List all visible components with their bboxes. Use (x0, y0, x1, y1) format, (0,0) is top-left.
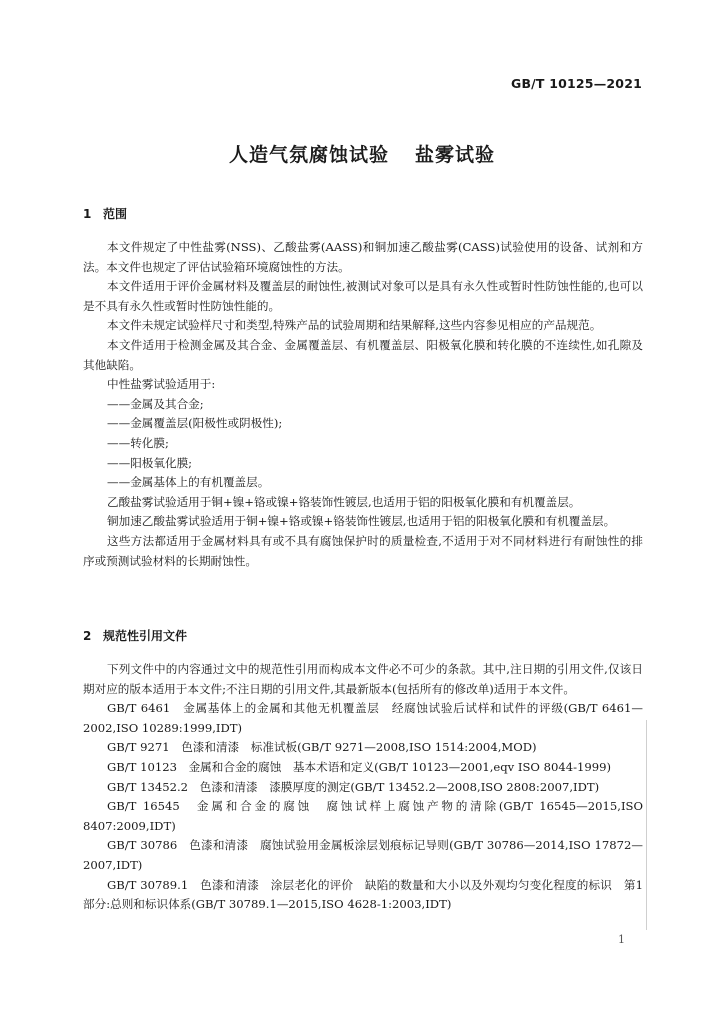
paragraph: 下列文件中的内容通过文中的规范性引用而构成本文件必不可少的条款。其中,注日期的引用文件,仅该日期对应的版本适用于本文件;不注日期的引用文件,其最新版本(包括所有的修改单)适用于本文件。 (83, 662, 643, 696)
section-1-number: 1 (83, 207, 92, 221)
title-part-2: 盐雾试验 (415, 144, 496, 166)
reference-item: GB/T 30789.1 色漆和清漆 涂层老化的评价 缺陷的数量和大小以及外观均匀变化程度的标识 第1部分:总则和标识体系(GB/T 30789.1—2015,ISO 4628-1:2003,IDT) (83, 877, 643, 912)
section-2-body (83, 660, 643, 915)
list-item: ——阳极氧化膜; (107, 455, 193, 470)
paragraph: 本文件适用于检测金属及其合金、金属覆盖层、有机覆盖层、阳极氧化膜和转化膜的不连续性,如孔隙及其他缺陷。 (83, 337, 643, 372)
margin-rule (646, 720, 647, 930)
section-2-heading (83, 627, 187, 644)
paragraph: 乙酸盐雾试验适用于铜+镍+铬或镍+铬装饰性镀层,也适用于铝的阳极氧化膜和有机覆盖层。 (107, 494, 581, 509)
paragraph: 铜加速乙酸盐雾试验适用于铜+镍+铬或镍+铬装饰性镀层,也适用于铝的阳极氧化膜和有机覆盖层。 (107, 514, 616, 529)
paragraph: 中性盐雾试验适用于: (107, 377, 216, 392)
document-title (0, 140, 724, 167)
list-item: ——转化膜; (107, 435, 169, 450)
title-part-1: 人造气氛腐蚀试验 (228, 144, 389, 166)
reference-item: GB/T 9271 色漆和清漆 标准试板(GB/T 9271—2008,ISO 1514:2004,MOD) (107, 740, 537, 755)
reference-item: GB/T 6461 金属基体上的金属和其他无机覆盖层 经腐蚀试验后试样和试件的评级(GB/T 6461—2002,ISO 10289:1999,IDT) (83, 701, 643, 735)
list-item: ——金属覆盖层(阳极性或阴极性); (107, 416, 283, 431)
reference-item: GB/T 30786 色漆和清漆 腐蚀试验用金属板涂层划痕标记导则(GB/T 30786—2014,ISO 17872—2007,IDT) (83, 838, 643, 872)
page-number: 1 (618, 933, 625, 946)
section-1-heading (83, 205, 127, 222)
paragraph: 本文件规定了中性盐雾(NSS)、乙酸盐雾(AASS)和铜加速乙酸盐雾(CASS)试验使用的设备、试剂和方法。本文件也规定了评估试验箱环境腐蚀性的方法。 (83, 240, 643, 274)
section-1-body (83, 238, 643, 571)
list-item: ——金属基体上的有机覆盖层。 (107, 475, 270, 490)
section-2-number: 2 (83, 629, 92, 643)
paragraph: 本文件未规定试验样尺寸和类型,特殊产品的试验周期和结果解释,这些内容参见相应的产品规范。 (107, 318, 602, 333)
paragraph: 本文件适用于评价金属材料及覆盖层的耐蚀性,被测试对象可以是具有永久性或暂时性防蚀性能的,也可以是不具有永久性或暂时性防蚀性能的。 (83, 279, 643, 313)
standard-code: GB/T 10125—2021 (510, 76, 642, 91)
section-1-title: 范围 (103, 207, 128, 221)
list-item: ——金属及其合金; (107, 396, 204, 411)
reference-item: GB/T 13452.2 色漆和清漆 漆膜厚度的测定(GB/T 13452.2—2008,ISO 2808:2007,IDT) (107, 779, 600, 794)
reference-item: GB/T 16545 金属和合金的腐蚀 腐蚀试样上腐蚀产物的清除(GB/T 16545—2015,ISO 8407:2009,IDT) (83, 799, 643, 833)
reference-item: GB/T 10123 金属和合金的腐蚀 基本术语和定义(GB/T 10123—2001,eqv ISO 8044-1999) (107, 759, 612, 774)
section-2-title: 规范性引用文件 (103, 629, 188, 643)
paragraph: 这些方法都适用于金属材料具有或不具有腐蚀保护时的质量检查,不适用于对不同材料进行有耐蚀性的排序或预测试验材料的长期耐蚀性。 (83, 533, 643, 568)
